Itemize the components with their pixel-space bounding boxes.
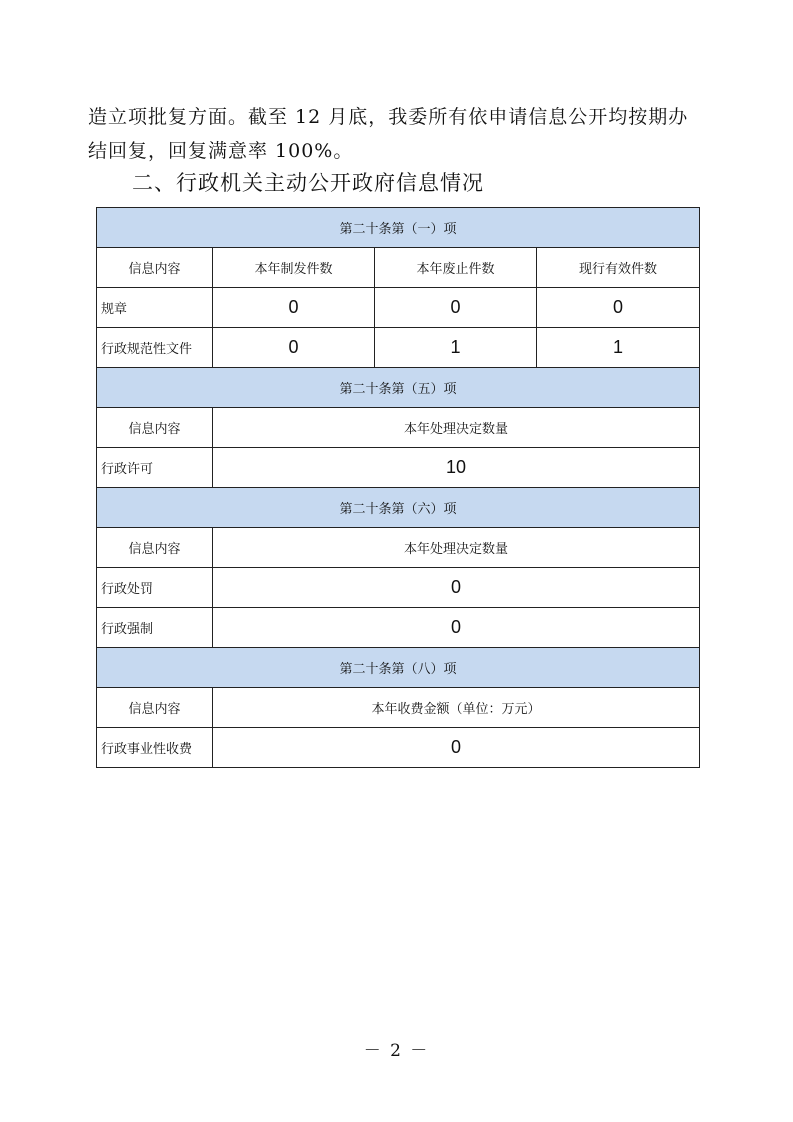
section-row-art20-8 [97, 648, 700, 688]
value-cell: 0 [213, 288, 375, 328]
header-cell: 本年废止件数 [375, 248, 537, 288]
section-title: 第二十条第（六）项 [97, 488, 700, 528]
header-cell: 信息内容 [97, 248, 213, 288]
header-cell: 信息内容 [97, 528, 213, 568]
section-title: 第二十条第（五）项 [97, 368, 700, 408]
intro-line-2: 结回复，回复满意率 100%。 [88, 140, 354, 162]
header-cell: 本年处理决定数量 [213, 528, 700, 568]
row-label: 规章 [97, 288, 213, 328]
section-row-art20-6 [97, 488, 700, 528]
header-cell: 信息内容 [97, 408, 213, 448]
disclosure-table [96, 207, 700, 768]
row-label: 行政处罚 [97, 568, 213, 608]
row-label: 行政事业性收费 [97, 728, 213, 768]
row-label: 行政强制 [97, 608, 213, 648]
intro-paragraph [88, 100, 708, 168]
table-row [97, 568, 700, 608]
table-row [97, 288, 700, 328]
value-cell: 0 [213, 328, 375, 368]
value-cell: 1 [537, 328, 700, 368]
header-cell: 信息内容 [97, 688, 213, 728]
row-label: 行政许可 [97, 448, 213, 488]
value-cell: 0 [213, 608, 700, 648]
row-label: 行政规范性文件 [97, 328, 213, 368]
header-cell: 现行有效件数 [537, 248, 700, 288]
header-cell: 本年收费金额（单位：万元） [213, 688, 700, 728]
section-heading: 二、行政机关主动公开政府信息情况 [132, 171, 484, 195]
header-cell: 本年制发件数 [213, 248, 375, 288]
header-row [97, 408, 700, 448]
page-number: － 2 － [363, 1041, 430, 1061]
section-row-art20-1 [97, 208, 700, 248]
table-row [97, 328, 700, 368]
value-cell: 0 [537, 288, 700, 328]
table-row [97, 608, 700, 648]
section-title: 第二十条第（八）项 [97, 648, 700, 688]
value-cell: 0 [213, 728, 700, 768]
intro-line-1: 造立项批复方面。截至 12 月底，我委所有依申请信息公开均按期办 [88, 106, 689, 128]
value-cell: 0 [213, 568, 700, 608]
section-title: 第二十条第（一）项 [97, 208, 700, 248]
value-cell: 10 [213, 448, 700, 488]
header-row [97, 528, 700, 568]
header-cell: 本年处理决定数量 [213, 408, 700, 448]
table-row [97, 728, 700, 768]
header-row [97, 688, 700, 728]
value-cell: 1 [375, 328, 537, 368]
header-row [97, 248, 700, 288]
table-row [97, 448, 700, 488]
value-cell: 0 [375, 288, 537, 328]
section-row-art20-5 [97, 368, 700, 408]
